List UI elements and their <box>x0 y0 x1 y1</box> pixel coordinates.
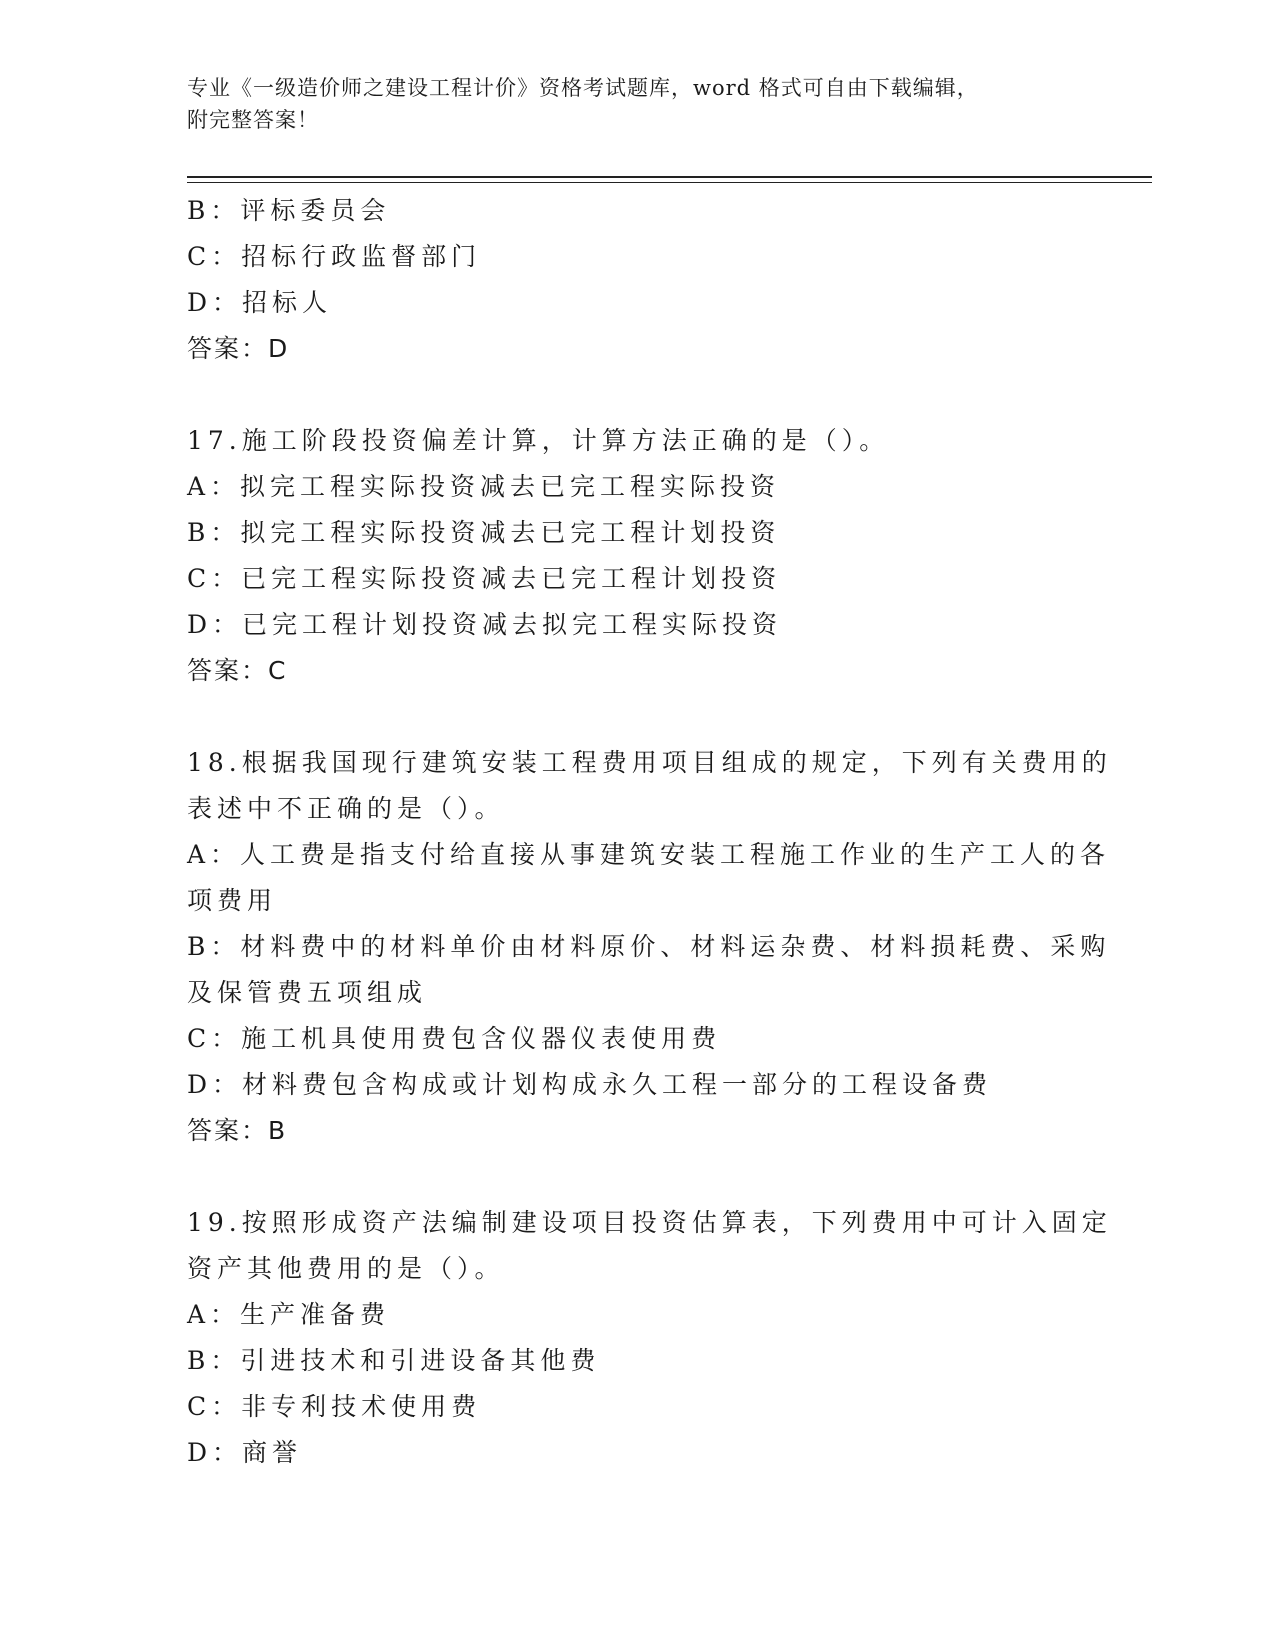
spacer <box>187 694 1087 740</box>
question-17 <box>187 418 1087 694</box>
spacer <box>187 1154 1087 1200</box>
option-a-line-2: 项费用 <box>187 886 278 915</box>
option-a-line-1: A：人工费是指支付给直接从事建筑安装工程施工作业的生产工人的各 <box>187 840 1111 869</box>
question-stem-line-2: 资产其他费用的是（）。 <box>187 1254 505 1283</box>
option-b: B：引进技术和引进设备其他费 <box>187 1346 601 1375</box>
question-stem: 17.施工阶段投资偏差计算，计算方法正确的是（）。 <box>187 426 890 455</box>
option-d: D：已完工程计划投资减去拟完工程实际投资 <box>187 610 783 639</box>
option-c: C：已完工程实际投资减去已完工程计划投资 <box>187 564 782 593</box>
option-b-line-1: B：材料费中的材料单价由材料原价、材料运杂费、材料损耗费、采购 <box>187 932 1111 961</box>
question-16-tail <box>187 188 1087 372</box>
answer: 答案：D <box>187 334 290 363</box>
question-stem-line-2: 表述中不正确的是（）。 <box>187 794 505 823</box>
option-b-line-2: 及保管费五项组成 <box>187 978 428 1007</box>
option-a: A：生产准备费 <box>187 1300 391 1329</box>
option-c: C：招标行政监督部门 <box>187 242 482 271</box>
header-divider-thin <box>187 182 1152 183</box>
answer: 答案：B <box>187 1116 288 1145</box>
option-d: D：商誉 <box>187 1438 303 1467</box>
header-divider-thick <box>187 176 1152 178</box>
spacer <box>187 372 1087 418</box>
option-b: B：评标委员会 <box>187 196 391 225</box>
header-line-1: 专业《一级造价师之建设工程计价》资格考试题库，word 格式可自由下载编辑， <box>187 76 979 100</box>
header-line-2: 附完整答案！ <box>187 108 319 132</box>
question-19 <box>187 1200 1112 1476</box>
answer: 答案：C <box>187 656 288 685</box>
question-stem-line-1: 19.按照形成资产法编制建设项目投资估算表，下列费用中可计入固定 <box>187 1208 1112 1237</box>
document-header <box>187 72 1067 136</box>
option-a: A：拟完工程实际投资减去已完工程实际投资 <box>187 472 781 501</box>
question-18 <box>187 740 1112 1154</box>
option-d: D：招标人 <box>187 288 333 317</box>
option-c: C：施工机具使用费包含仪器仪表使用费 <box>187 1024 722 1053</box>
option-c: C：非专利技术使用费 <box>187 1392 482 1421</box>
option-d: D：材料费包含构成或计划构成永久工程一部分的工程设备费 <box>187 1070 993 1099</box>
question-stem-line-1: 18.根据我国现行建筑安装工程费用项目组成的规定，下列有关费用的 <box>187 748 1112 777</box>
option-b: B：拟完工程实际投资减去已完工程计划投资 <box>187 518 781 547</box>
question-content <box>187 188 1112 1476</box>
